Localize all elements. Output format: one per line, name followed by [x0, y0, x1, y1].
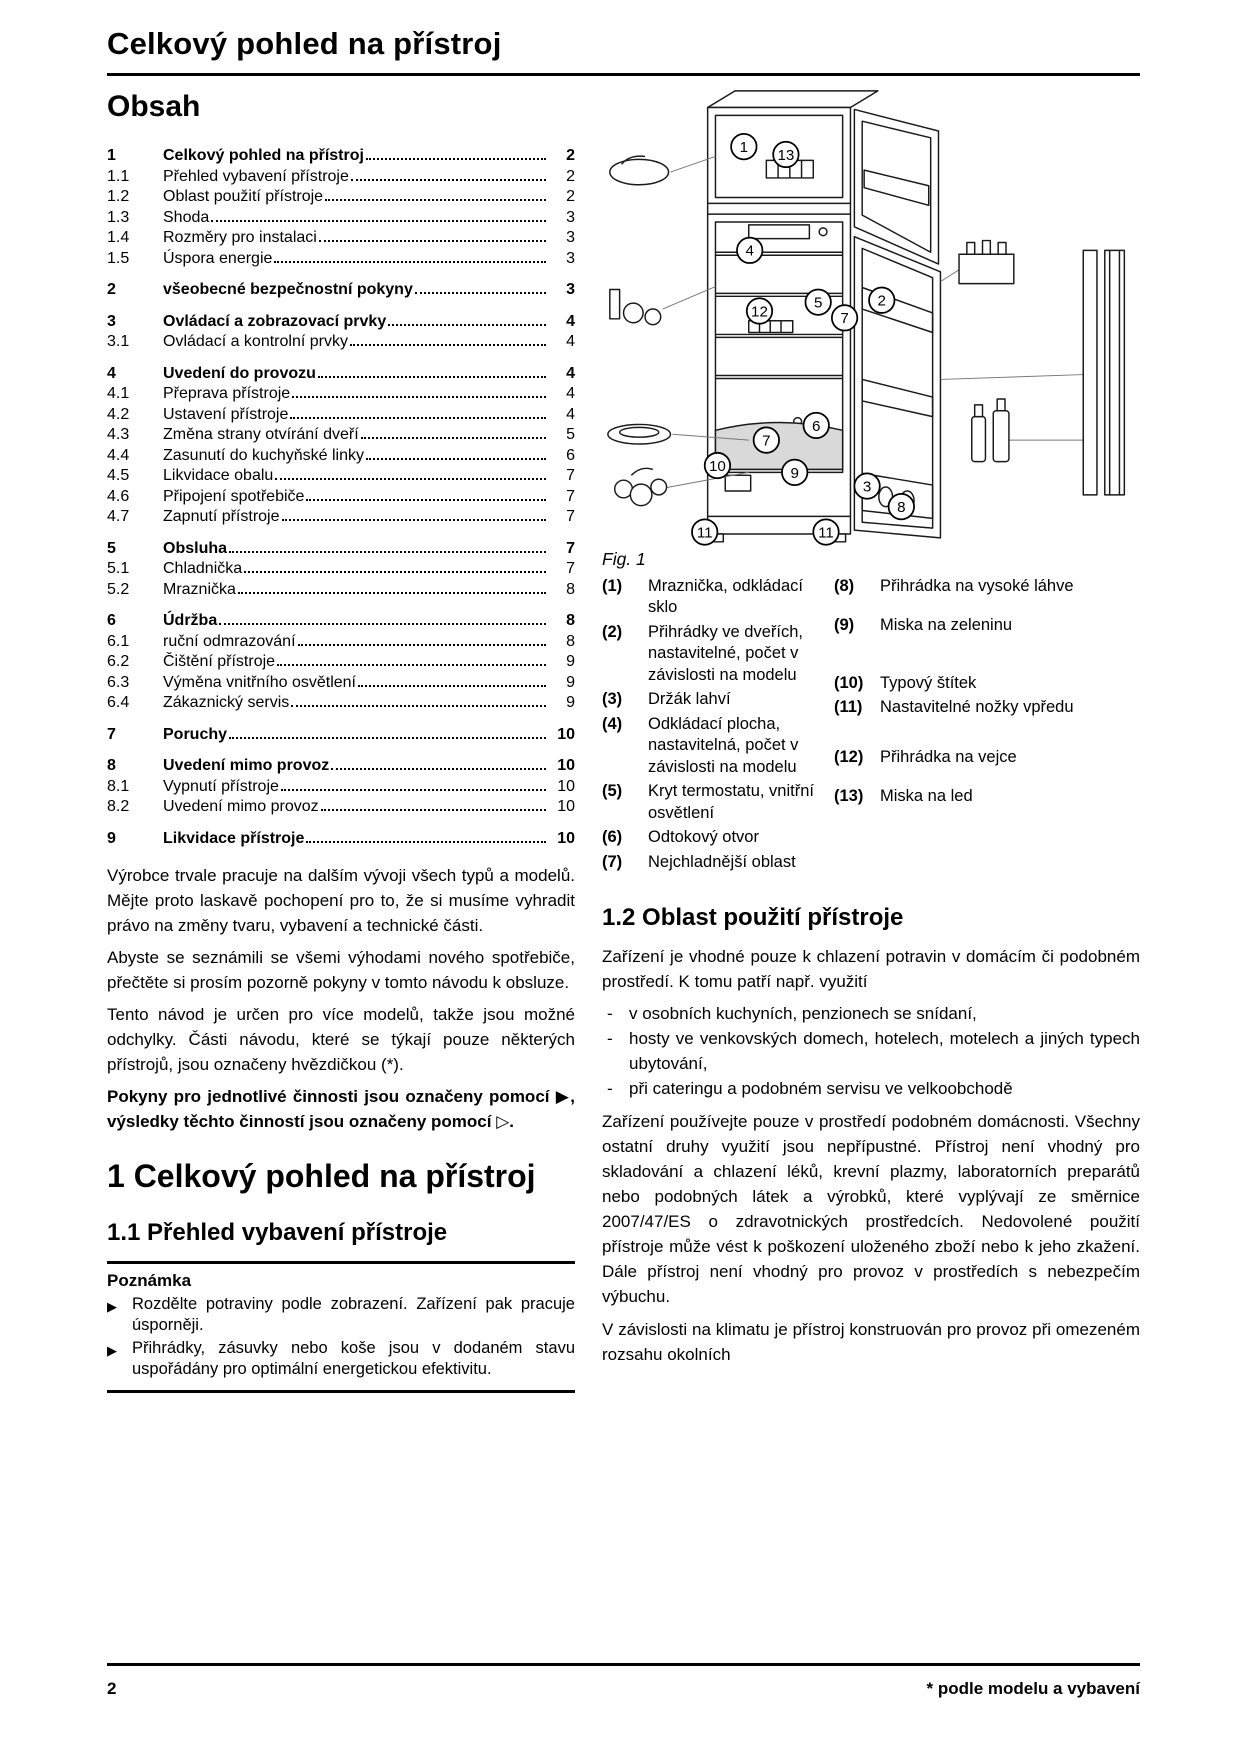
figure-callout-12: [747, 298, 772, 323]
legend-item-number: (13): [834, 787, 864, 806]
toc-entry-number: 6: [107, 612, 116, 629]
content-columns: [107, 86, 1140, 1393]
legend-item-text: Odkládací plocha, nastavitelná, počet v závislosti na modelu: [648, 714, 799, 776]
toc-entry-page: 5: [566, 426, 575, 443]
svg-text:12: 12: [751, 303, 768, 321]
toc-entry-number: 4.6: [107, 487, 130, 505]
toc-entry-page: 9: [566, 694, 575, 711]
note-items: [107, 1294, 575, 1380]
svg-text:7: 7: [840, 310, 849, 328]
toc-entry-page: 7: [566, 508, 575, 525]
toc-leader-dots: [366, 458, 546, 460]
figure-callout-11: [813, 519, 838, 544]
legend-item: [834, 747, 1140, 769]
legend-item: [602, 781, 828, 824]
footer-page-number: 2: [107, 1679, 117, 1698]
legend-item: [834, 615, 1140, 637]
legend-item: [834, 786, 1140, 808]
toc-entry-number: 4.5: [107, 467, 130, 484]
toc-entry-page: 10: [557, 829, 575, 847]
figure-callout-2: [869, 288, 894, 313]
toc-entry-page: 2: [566, 167, 575, 185]
toc-entry[interactable]: [107, 384, 575, 405]
toc-entry-page: 6: [566, 446, 575, 464]
fridge-illustration: [602, 86, 1140, 546]
footer-note: * podle modelu a vybavení: [926, 1679, 1140, 1698]
figure-callout-5: [805, 289, 830, 314]
toc-entry-label: Uvedení mimo provoz: [163, 757, 330, 774]
figure-callout-10: [705, 453, 730, 478]
toc-leader-dots: [298, 644, 546, 646]
usage-bullet-text: při cateringu a podobném servisu ve velkoobchodě: [629, 1079, 1013, 1099]
toc-entry-number: 3: [107, 312, 116, 330]
legend-item: [602, 689, 828, 711]
toc-entry[interactable]: [107, 249, 575, 270]
toc-entry[interactable]: [107, 756, 575, 777]
intro-paragraph: Výrobce trvale pracuje na dalším vývoji všech typů a modelů. Mějte proto laskavě pochopení pro to, že si musíme vyhradit právo na změny tvaru, vybavení a technické části.: [107, 866, 575, 935]
figure-callout-11: [692, 519, 717, 544]
figure-callout-1: [731, 134, 756, 159]
legend-item-number: (9): [834, 616, 855, 635]
toc-entry[interactable]: [107, 611, 575, 632]
legend-item-number: (5): [602, 782, 623, 801]
toc-entry-label: všeobecné bezpečnostní pokyny: [163, 281, 413, 298]
toc-entry[interactable]: [107, 228, 575, 249]
legend-item-text: Odtokový otvor: [648, 828, 759, 847]
left-column: [107, 86, 575, 1393]
toc-entry-label: Obsluha: [163, 539, 228, 557]
legend-item-text: Přihrádky ve dveřích, nastavitelné, počet v závislosti na modelu: [648, 622, 803, 684]
toc-entry-number: 5.2: [107, 580, 130, 598]
toc-entry-label: Likvidace přístroje: [163, 829, 305, 847]
toc-leader-dots: [350, 344, 546, 346]
toc-entry-page: 7: [566, 467, 575, 484]
accessory-details: [959, 241, 1124, 495]
toc-entry-page: 3: [566, 208, 575, 226]
toc-entry-label: Změna strany otvírání dveří: [163, 426, 359, 443]
svg-text:1: 1: [739, 139, 749, 157]
legend-col-right: [828, 576, 1140, 877]
toc-leader-dots: [415, 292, 546, 294]
toc-leader-dots: [321, 809, 546, 811]
toc-entry-page: 2: [566, 147, 575, 164]
toc-entry-page: 4: [566, 312, 575, 330]
header-rule: [107, 73, 1140, 76]
toc-entry-label: Uvedení do provozu: [163, 364, 316, 382]
usage-bullet: [602, 1001, 1140, 1026]
toc-leader-dots: [388, 324, 546, 326]
figure-caption: Fig. 1: [602, 548, 646, 569]
toc-entry[interactable]: [107, 280, 575, 301]
figure-callout-13: [773, 142, 798, 167]
toc-entry[interactable]: [107, 632, 575, 653]
section-1-heading: 1 Celkový pohled na přístroj: [107, 1158, 536, 1194]
toc-entry-number: 1.2: [107, 188, 130, 205]
section-1-1-heading: 1.1 Přehled vybavení přístroje: [107, 1219, 448, 1246]
toc-leader-dots: [358, 685, 546, 687]
toc-entry-label: Mraznička: [163, 580, 236, 598]
toc-entry-label: Přehled vybavení přístroje: [163, 167, 349, 185]
toc-leader-dots: [331, 768, 546, 770]
figure-legend: [602, 576, 1140, 877]
toc-entry[interactable]: [107, 208, 575, 229]
usage-bullet: [602, 1026, 1140, 1076]
toc-entry-page: 3: [566, 249, 575, 267]
usage-bullets: [602, 1001, 1140, 1101]
toc-entry[interactable]: [107, 539, 575, 560]
toc-entry-number: 7: [107, 725, 116, 743]
toc-entry-page: 9: [566, 653, 575, 670]
toc-entry-label: Zasunutí do kuchyňské linky: [163, 446, 364, 464]
toc-entry-number: 4.2: [107, 405, 130, 423]
appliance-figure: [602, 86, 1140, 546]
toc-entry[interactable]: [107, 405, 575, 426]
toc-entry-number: 1.1: [107, 167, 130, 185]
toc-leader-dots: [281, 789, 546, 791]
toc-entry-number: 3.1: [107, 333, 130, 350]
toc-entry[interactable]: [107, 187, 575, 208]
toc-entry[interactable]: [107, 777, 575, 798]
toc-entry-number: 4.3: [107, 426, 130, 443]
toc-entry[interactable]: [107, 507, 575, 528]
toc-list: [107, 146, 575, 849]
legend-item: [602, 852, 828, 874]
legend-item-text: Přihrádka na vysoké láhve: [880, 576, 1074, 595]
usage-bullet: [602, 1076, 1140, 1101]
legend-item-text: Typový štítek: [880, 673, 977, 692]
svg-text:10: 10: [708, 457, 726, 475]
toc-entry-number: 1.4: [107, 229, 130, 246]
legend-item: [602, 827, 828, 849]
legend-item-text: Mraznička, odkládací sklo: [648, 576, 803, 617]
svg-text:6: 6: [812, 417, 821, 435]
note-item: [107, 1294, 575, 1336]
legend-item-number: (7): [602, 852, 623, 871]
usage-paragraph-2: Zařízení používejte pouze v prostředí podobném domácnosti. Všechny ostatní druhy využití jsou nepřípustné. Přístroj není vhodný pro skladování a chlazení léků, krevní plazmy, laboratorních preparátů nebo podobných látek a výrobků, které vyplývají ze směrnice 2007/47/ES o zdravotnických prostředcích. Nedovolené použití přístroje může vést k poškození uloženého zboží nebo k jeho zkažení. Dále přístroj není vhodný pro provoz v prostředích s nebezpečím výbuchu.: [602, 1112, 1140, 1307]
toc-entry-number: 4: [107, 364, 116, 382]
legend-item-text: Miska na zeleninu: [880, 616, 1013, 635]
toc-entry-label: ruční odmrazování: [163, 632, 296, 650]
toc-entry-label: Shoda: [163, 208, 210, 226]
toc-leader-dots: [325, 199, 546, 201]
toc-leader-dots: [361, 437, 546, 439]
note-item-text: Rozdělte potraviny podle zobrazení. Zařízení pak pracuje úsporněji.: [132, 1295, 575, 1334]
legend-item-number: (6): [602, 828, 623, 847]
toc-leader-dots: [282, 519, 547, 521]
legend-item-number: (3): [602, 690, 623, 709]
legend-item-number: (1): [602, 576, 623, 595]
toc-leader-dots: [274, 261, 546, 263]
toc-entry[interactable]: [107, 673, 575, 694]
toc-entry-number: 6.3: [107, 673, 130, 691]
toc-leader-dots: [351, 179, 546, 181]
toc-entry-label: Oblast použití přístroje: [163, 188, 324, 205]
toc-entry[interactable]: [107, 332, 575, 353]
right-column: [602, 86, 1140, 1393]
toc-entry[interactable]: [107, 146, 575, 167]
legend-item-number: (2): [602, 622, 623, 641]
toc-entry-label: Údržba: [163, 612, 218, 629]
toc-entry-number: 6.2: [107, 653, 130, 670]
footer-rule: [107, 1663, 1140, 1666]
svg-text:2: 2: [877, 292, 886, 310]
toc-entry-label: Úspora energie: [163, 249, 273, 267]
toc-entry-page: 4: [566, 333, 575, 350]
toc-entry-label: Zákaznický servis: [163, 694, 290, 711]
legend-item: [834, 673, 1140, 695]
toc-entry-page: 8: [566, 580, 575, 598]
toc-entry[interactable]: [107, 425, 575, 446]
svg-text:13: 13: [777, 146, 795, 164]
svg-text:4: 4: [745, 242, 754, 260]
toc-entry-label: Poruchy: [163, 725, 228, 743]
toc-leader-dots: [219, 623, 546, 625]
figure-callout-7: [754, 427, 779, 452]
legend-item-text: Přihrádka na vejce: [880, 747, 1017, 766]
usage-intro-paragraph: Zařízení je vhodné pouze k chlazení potravin v domácím či podobném prostředí. K tomu patří např. využití: [602, 947, 1140, 992]
usage-bullet-text: v osobních kuchyních, penzionech se snídaní,: [629, 1004, 977, 1024]
legend-item: [834, 697, 1140, 719]
freezer-door: [854, 109, 938, 264]
toc-leader-dots: [229, 737, 546, 739]
toc-entry[interactable]: [107, 797, 575, 818]
toc-entry-number: 8.1: [107, 777, 130, 795]
legend-item-number: (8): [834, 576, 855, 595]
svg-text:9: 9: [790, 464, 799, 482]
toc-entry-label: Chladnička: [163, 560, 243, 577]
toc-leader-dots: [244, 571, 546, 573]
toc-entry-page: 3: [566, 229, 575, 246]
legend-item-number: (10): [834, 673, 864, 692]
toc-entry-number: 4.4: [107, 446, 130, 464]
bullet-dash: -: [607, 1004, 613, 1024]
toc-entry[interactable]: [107, 725, 575, 746]
toc-entry-page: 3: [566, 281, 575, 298]
legend-item-text: Držák lahví: [648, 690, 731, 709]
toc-entry[interactable]: [107, 693, 575, 714]
note-item: [107, 1338, 575, 1380]
toc-entry-page: 7: [566, 539, 575, 557]
food-illustrations: [608, 156, 671, 506]
figure-callout-8: [889, 494, 914, 519]
toc-leader-dots: [292, 396, 546, 398]
legend-item-text: Miska na led: [880, 787, 973, 806]
toc-entry-label: Výměna vnitřního osvětlení: [163, 673, 356, 691]
toc-entry-page: 4: [566, 364, 575, 382]
legend-item-number: (11): [834, 698, 863, 717]
action-arrow-icon: ▶: [107, 1299, 117, 1314]
toc-entry[interactable]: [107, 559, 575, 580]
toc-leader-dots: [306, 841, 546, 843]
figure-callout-9: [782, 460, 807, 485]
intro-paragraphs: [107, 863, 575, 1134]
toc-entry-number: 8.2: [107, 798, 130, 815]
toc-entry-page: 7: [566, 560, 575, 577]
toc-entry-number: 8: [107, 757, 116, 774]
toc-leader-dots: [318, 376, 546, 378]
toc-entry-label: Ustavení přístroje: [163, 405, 289, 423]
bullet-dash: -: [607, 1029, 613, 1049]
toc-entry[interactable]: [107, 466, 575, 487]
svg-text:11: 11: [818, 524, 834, 542]
intro-paragraph: Tento návod je určen pro více modelů, takže jsou možné odchylky. Části návodu, které se týkají pouze některých přístrojů, jsou označeny hvězdičkou (*).: [107, 1005, 575, 1074]
svg-text:7: 7: [762, 432, 771, 450]
toc-leader-dots: [366, 158, 546, 160]
toc-entry-label: Uvedení mimo provoz: [163, 798, 319, 815]
legend-item-text: Kryt termostatu, vnitřní osvětlení: [648, 782, 814, 822]
toc-entry-page: 10: [557, 798, 575, 815]
usage-bullet-text: hosty ve venkovských domech, hotelech, motelech a jiných typech ubytování,: [629, 1029, 1140, 1074]
intro-paragraph: Pokyny pro jednotlivé činnosti jsou označeny pomocí ▶, výsledky těchto činností jsou označeny pomocí ▷.: [107, 1087, 575, 1131]
toc-entry-label: Čištění přístroje: [163, 653, 276, 670]
toc-entry-page: 4: [566, 405, 575, 423]
toc-entry-label: Rozměry pro instalaci: [163, 229, 317, 246]
svg-text:5: 5: [813, 294, 823, 312]
toc-entry-page: 8: [566, 612, 575, 629]
toc-entry-page: 10: [557, 777, 575, 795]
section-1-2-heading: 1.2 Oblast použití přístroje: [602, 904, 904, 932]
page-footer: [107, 1663, 1140, 1699]
figure-callout-3: [854, 473, 879, 498]
toc-leader-dots: [306, 499, 546, 501]
intro-paragraph: Abyste se seznámili se všemi výhodami nového spotřebiče, přečtěte si prosím pozorně pokyny v tomto návodu k obsluze.: [107, 948, 575, 992]
toc-entry-page: 2: [566, 188, 575, 205]
toc-leader-dots: [277, 664, 546, 666]
toc-leader-dots: [238, 592, 546, 594]
action-arrow-icon: ▶: [107, 1343, 117, 1358]
figure-callout-4: [737, 238, 762, 263]
toc-entry-label: Přeprava přístroje: [163, 385, 291, 402]
figure-callout-6: [804, 413, 829, 438]
bullet-dash: -: [607, 1079, 613, 1099]
toc-entry-number: 4.1: [107, 385, 130, 402]
toc-entry[interactable]: [107, 364, 575, 385]
toc-entry[interactable]: [107, 580, 575, 601]
legend-item-number: (12): [834, 747, 864, 766]
toc-entry[interactable]: [107, 829, 575, 850]
toc-entry-number: 9: [107, 829, 116, 847]
toc-entry[interactable]: [107, 446, 575, 467]
page-title: Celkový pohled na přístroj: [107, 26, 502, 61]
legend-item-number: (4): [602, 714, 623, 733]
toc-entry-page: 4: [566, 385, 575, 402]
toc-title: Obsah: [107, 90, 201, 123]
note-item-text: Přihrádky, zásuvky nebo koše jsou v dodaném stavu uspořádány pro optimální energetickou efektivitu.: [132, 1339, 575, 1378]
toc-entry-label: Připojení spotřebiče: [163, 487, 305, 505]
svg-text:11: 11: [696, 524, 713, 542]
usage-paragraph-3: V závislosti na klimatu je přístroj konstruován pro provoz při omezeném rozsahu okolních: [602, 1320, 1140, 1365]
toc-entry[interactable]: [107, 312, 575, 333]
legend-item: [602, 576, 828, 619]
toc-entry-number: 5: [107, 539, 116, 557]
toc-entry-label: Ovládací a zobrazovací prvky: [163, 312, 387, 330]
toc-leader-dots: [275, 478, 546, 480]
note-box: [107, 1261, 575, 1393]
toc-entry-label: Vypnutí přístroje: [163, 777, 279, 795]
toc-entry[interactable]: [107, 652, 575, 673]
toc-leader-dots: [319, 240, 546, 242]
toc-entry-page: 10: [557, 725, 575, 743]
toc-entry-label: Zapnutí přístroje: [163, 508, 280, 525]
toc-entry-page: 9: [566, 673, 575, 691]
toc-entry-label: Ovládací a kontrolní prvky: [163, 333, 348, 350]
toc-entry-page: 10: [557, 757, 575, 774]
toc-entry-number: 2: [107, 281, 116, 298]
toc-entry-label: Celkový pohled na přístroj: [163, 147, 364, 164]
toc-entry-number: 1.3: [107, 208, 130, 226]
note-box-title: Poznámka: [107, 1271, 192, 1290]
toc-leader-dots: [229, 551, 546, 553]
svg-text:3: 3: [862, 478, 872, 496]
legend-item: [602, 622, 828, 687]
toc-entry[interactable]: [107, 167, 575, 188]
toc-leader-dots: [211, 220, 546, 222]
toc-entry-page: 8: [566, 632, 575, 650]
toc-entry[interactable]: [107, 487, 575, 508]
toc-entry-number: 4.7: [107, 508, 130, 525]
legend-col-left: [602, 576, 828, 877]
toc-entry-number: 6.1: [107, 632, 130, 650]
toc-entry-number: 1.5: [107, 249, 130, 267]
svg-text:8: 8: [897, 498, 906, 516]
toc-entry-number: 1: [107, 147, 116, 164]
legend-item: [834, 576, 1140, 598]
legend-item-text: Nejchladnější oblast: [648, 852, 796, 871]
toc-leader-dots: [290, 417, 546, 419]
legend-item-text: Nastavitelné nožky vpředu: [880, 698, 1074, 717]
legend-item: [602, 714, 828, 779]
figure-callout-7: [832, 305, 857, 330]
toc-entry-number: 5.1: [107, 560, 130, 577]
toc-entry-number: 6.4: [107, 694, 130, 711]
toc-entry-page: 7: [566, 487, 575, 505]
toc-entry-label: Likvidace obalu: [163, 467, 274, 484]
toc-leader-dots: [291, 705, 546, 707]
